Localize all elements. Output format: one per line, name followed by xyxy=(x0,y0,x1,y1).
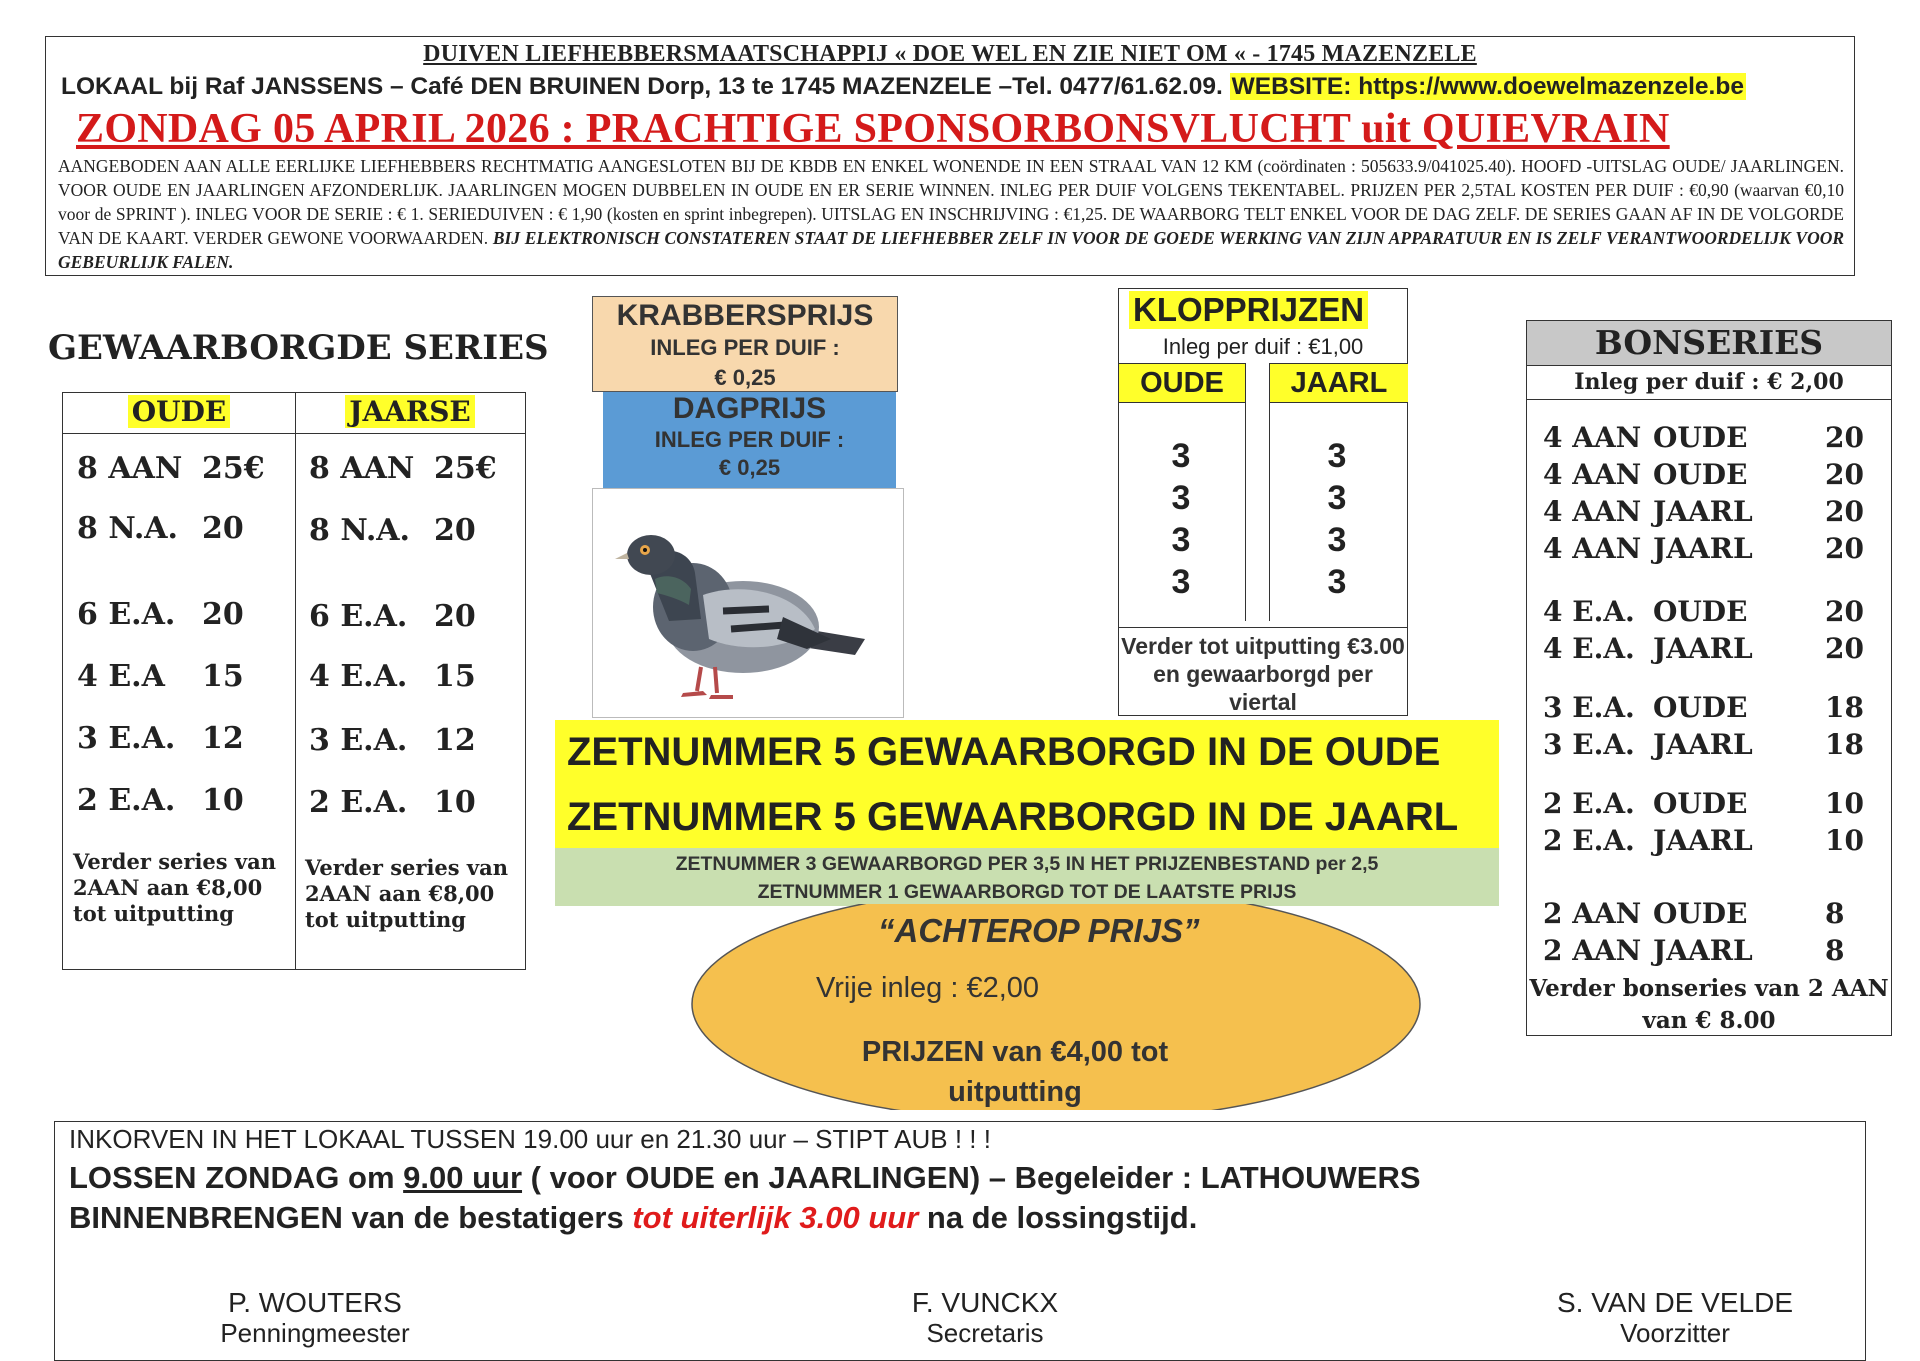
series-row-label: 8 N.A. xyxy=(77,511,178,546)
klopprijzen-title: KLOPPRIJZEN xyxy=(1129,291,1368,329)
klopprijs-jaarl-value: 3 xyxy=(1327,437,1347,475)
series-header-oude xyxy=(63,393,295,434)
series-title: GEWAARBORGDE SERIES xyxy=(48,328,549,368)
klopprijs-oude-value: 3 xyxy=(1171,521,1191,559)
achterop-prijs xyxy=(690,904,1422,1110)
bonseries-category: JAARL xyxy=(1653,934,1753,967)
bonseries-count: 4 E.A. xyxy=(1543,632,1635,665)
footer-box xyxy=(54,1121,1866,1361)
series-row-amount: 12 xyxy=(434,723,476,758)
series-row-label: 8 N.A. xyxy=(309,513,410,548)
bonseries-amount: 20 xyxy=(1825,532,1864,565)
signature-role: Voorzitter xyxy=(1620,1318,1730,1348)
klopprijzen-box xyxy=(1118,288,1408,716)
pigeon-icon xyxy=(593,489,905,719)
bonseries-count: 2 AAN xyxy=(1543,934,1642,967)
series-row xyxy=(309,785,476,820)
series-row-amount: 25€ xyxy=(434,451,497,486)
series-note-jaarse: Verder series van 2AAN aan €8,00 tot uitputting xyxy=(305,855,509,932)
klopprijzen-note: Verder tot uitputting €3.00 en gewaarborgd per viertal xyxy=(1119,627,1407,716)
bonseries-count: 4 AAN xyxy=(1543,458,1642,491)
series-note-oude: Verder series van 2AAN aan €8,00 tot uitputting xyxy=(73,849,277,926)
lossen-time: 9.00 uur xyxy=(403,1160,523,1195)
bonseries-box xyxy=(1526,320,1892,1036)
series-row xyxy=(309,513,476,548)
bonseries-row xyxy=(1543,532,1864,565)
series-row-label: 8 AAN xyxy=(309,451,415,486)
klopprijs-oude-value: 3 xyxy=(1171,479,1191,517)
bonseries-amount: 18 xyxy=(1825,728,1864,761)
series-row xyxy=(77,597,244,632)
lossen-begeleider: ( voor OUDE en JAARLINGEN) – Begeleider : LATHOUWERS xyxy=(522,1160,1421,1195)
bonseries-category: OUDE xyxy=(1653,691,1748,724)
bonseries-category: JAARL xyxy=(1653,728,1753,761)
klopprijzen-inleg: Inleg per duif : €1,00 xyxy=(1162,334,1364,359)
bonseries-row xyxy=(1543,421,1864,454)
dagprijs-box xyxy=(603,392,896,488)
flight-title: ZONDAG 05 APRIL 2026 : PRACHTIGE SPONSORBONSVLUCHT uit QUIEVRAIN xyxy=(76,106,1670,152)
bonseries-category: OUDE xyxy=(1653,897,1748,930)
bonseries-row xyxy=(1543,495,1864,528)
bonseries-row xyxy=(1543,728,1864,761)
binnenbrengen-deadline: tot uiterlijk 3.00 uur xyxy=(632,1200,919,1235)
series-row-amount: 25€ xyxy=(202,451,265,486)
signature-voorzitter xyxy=(1525,1288,1825,1348)
series-row xyxy=(77,511,244,546)
signature-name: P. WOUTERS xyxy=(228,1287,402,1318)
series-row-label: 4 E.A. xyxy=(309,659,408,694)
series-row-label: 2 E.A. xyxy=(309,785,408,820)
bonseries-count: 3 E.A. xyxy=(1543,691,1635,724)
krabbersprijs-inleg: INLEG PER DUIF : xyxy=(650,335,840,360)
rules-text: AANGEBODEN AAN ALLE EERLIJKE LIEFHEBBERS RECHTMATIG AANGESLOTEN BIJ DE KBDB EN ENKEL WONENDE IN EEN STRAAL VAN 12 KM (coördinaten : 505633.9/041025.40). HOOFD -UITSLAG OUDE/ JAARLINGEN. VOOR OUDE EN JAARLINGEN AFZONDERLIJK. JAARLINGEN MOGEN DUBBELEN IN OUDE EN ER SERIE WINNEN. INLEG PER DUIF VOLGENS TEKENTABEL. PRIJZEN PER 2,5TAL KOSTEN PER DUIF : €0,90 (waarvan €0,10 voor de SPRINT ). INLEG VOOR DE SERIE : € 1. SERIEDUIVEN : € 1,90 (kosten en sprint inbegrepen). UITSLAG EN INSCHRIJVING : €1,25. DE WAARBORG TELT ENKEL VOOR DE DAG ZELF. DE SERIES GAAN AF IN DE VOLGORDE VAN DE KAART. VERDER GEWONE VOORWAARDEN. xyxy=(58,156,1844,248)
series-row xyxy=(309,451,497,486)
achterop-inleg: Vrije inleg : €2,00 xyxy=(816,972,1040,1004)
series-column-jaarse xyxy=(295,393,525,969)
bonseries-amount: 20 xyxy=(1825,632,1864,665)
klopprijzen-header-oude: OUDE xyxy=(1119,363,1246,403)
series-row-amount: 20 xyxy=(202,511,244,546)
bonseries-amount: 10 xyxy=(1825,787,1864,820)
series-row-label: 8 AAN xyxy=(77,451,183,486)
bonseries-row xyxy=(1543,824,1864,857)
signature-penningmeester xyxy=(175,1288,455,1348)
inkorven-info: INKORVEN IN HET LOKAAL TUSSEN 19.00 uur en 21.30 uur – STIPT AUB ! ! ! xyxy=(69,1124,991,1154)
series-row-amount: 15 xyxy=(434,659,476,694)
binnenbrengen-tail: na de lossingstijd. xyxy=(918,1200,1198,1235)
zetnummer-1-note: ZETNUMMER 1 GEWAARBORGD TOT DE LAATSTE PRIJS xyxy=(757,881,1297,903)
zetnummer-notes xyxy=(555,848,1499,906)
klopprijs-jaarl-value: 3 xyxy=(1327,521,1347,559)
bonseries-row xyxy=(1543,934,1845,967)
club-address xyxy=(61,73,1746,101)
signature-role: Secretaris xyxy=(926,1318,1044,1348)
bonseries-category: JAARL xyxy=(1653,495,1753,528)
club-website[interactable]: WEBSITE: https://www.doewelmazenzele.be xyxy=(1231,73,1744,100)
bonseries-amount: 20 xyxy=(1825,458,1864,491)
achterop-prijzen: PRIJZEN van €4,00 tot uitputting xyxy=(861,1036,1169,1108)
lossen-text: LOSSEN ZONDAG om xyxy=(69,1160,404,1195)
club-contact: LOKAAL bij Raf JANSSENS – Café DEN BRUINEN Dorp, 13 te 1745 MAZENZELE –Tel. 0477/61.62.09. xyxy=(61,73,1223,100)
klopprijs-oude-value: 3 xyxy=(1171,563,1191,601)
bonseries-count: 4 AAN xyxy=(1543,421,1642,454)
klopprijs-jaarl-value: 3 xyxy=(1327,479,1347,517)
dagprijs-inleg: INLEG PER DUIF : xyxy=(654,427,845,452)
bonseries-count: 2 E.A. xyxy=(1543,787,1635,820)
bonseries-note: Verder bonseries van 2 AAN van € 8.00 xyxy=(1529,975,1889,1034)
bonseries-row xyxy=(1543,632,1864,665)
series-row-label: 3 E.A. xyxy=(309,723,408,758)
bonseries-category: JAARL xyxy=(1653,532,1753,565)
bonseries-row xyxy=(1543,691,1864,724)
bonseries-amount: 20 xyxy=(1825,421,1864,454)
series-row xyxy=(77,783,244,818)
series-row xyxy=(77,721,244,756)
bonseries-count: 3 E.A. xyxy=(1543,728,1635,761)
bonseries-count: 4 AAN xyxy=(1543,532,1642,565)
bonseries-category: JAARL xyxy=(1653,632,1753,665)
bonseries-amount: 10 xyxy=(1825,824,1864,857)
series-row-amount: 12 xyxy=(202,721,244,756)
klopprijs-jaarl-value: 3 xyxy=(1327,563,1347,601)
header-box xyxy=(45,36,1855,276)
bonseries-count: 4 E.A. xyxy=(1543,595,1635,628)
series-table xyxy=(62,392,526,970)
series-header-jaarse-label: JAARSE xyxy=(345,395,475,428)
bonseries-category: OUDE xyxy=(1653,787,1748,820)
bonseries-row xyxy=(1543,595,1864,628)
series-row-label: 3 E.A. xyxy=(77,721,176,756)
zetnummer-box xyxy=(555,720,1499,906)
series-row xyxy=(309,659,476,694)
krabbersprijs-box xyxy=(592,296,898,392)
series-header-jaarse xyxy=(295,393,525,434)
series-row-amount: 20 xyxy=(202,597,244,632)
series-row-label: 6 E.A. xyxy=(77,597,176,632)
series-row xyxy=(309,599,476,634)
lossen-info xyxy=(69,1160,1421,1196)
klopprijs-oude-value: 3 xyxy=(1171,437,1191,475)
bonseries-amount: 8 xyxy=(1825,897,1845,930)
bonseries-count: 4 AAN xyxy=(1543,495,1642,528)
series-column-oude xyxy=(63,393,296,969)
divider xyxy=(1245,401,1246,621)
bonseries-amount: 18 xyxy=(1825,691,1864,724)
bonseries-title: BONSERIES xyxy=(1527,321,1891,366)
dagprijs-amount: € 0,25 xyxy=(718,455,781,480)
pigeon-image-frame xyxy=(592,488,904,718)
klopprijzen-header-jaarl: JAARL xyxy=(1269,363,1408,403)
bonseries-category: OUDE xyxy=(1653,595,1748,628)
series-row-amount: 10 xyxy=(202,783,244,818)
series-row xyxy=(77,451,265,486)
dagprijs-title: DAGPRIJS xyxy=(672,392,827,425)
bonseries-category: OUDE xyxy=(1653,421,1748,454)
signature-name: S. VAN DE VELDE xyxy=(1556,1287,1793,1318)
series-row-label: 4 E.A xyxy=(77,659,165,694)
signature-secretaris xyxy=(855,1288,1115,1348)
bonseries-amount: 8 xyxy=(1825,934,1845,967)
zetnummer-jaarl: ZETNUMMER 5 GEWAARBORGD IN DE JAARL xyxy=(555,784,1499,848)
bonseries-amount: 20 xyxy=(1825,495,1864,528)
binnenbrengen-info xyxy=(69,1200,1197,1236)
series-row-amount: 15 xyxy=(202,659,244,694)
bonseries-row xyxy=(1543,458,1864,491)
bonseries-amount: 20 xyxy=(1825,595,1864,628)
series-row-label: 6 E.A. xyxy=(309,599,408,634)
zetnummer-3-note: ZETNUMMER 3 GEWAARBORGD PER 3,5 IN HET PRIJZENBESTAND per 2,5 xyxy=(675,853,1379,875)
bonseries-category: OUDE xyxy=(1653,458,1748,491)
bonseries-category: JAARL xyxy=(1653,824,1753,857)
series-row-amount: 20 xyxy=(434,599,476,634)
bonseries-count: 2 E.A. xyxy=(1543,824,1635,857)
signature-name: F. VUNCKX xyxy=(911,1287,1059,1318)
rules-italic: BIJ ELEKTRONISCH CONSTATEREN STAAT DE LIEFHEBBER ZELF IN VOOR DE GOEDE WERKING VAN ZIJN APPARATUUR EN IS ZELF VERANTWOORDELIJK VOOR GEBEURLIJK FALEN. xyxy=(58,228,1845,272)
series-header-oude-label: OUDE xyxy=(128,395,230,428)
series-row xyxy=(77,659,244,694)
bonseries-row xyxy=(1543,897,1845,930)
series-row-amount: 10 xyxy=(434,785,476,820)
series-row-amount: 20 xyxy=(434,513,476,548)
achterop-title: “ACHTEROP PRIJS” xyxy=(878,912,1200,949)
club-name: DUIVEN LIEFHEBBERSMAATSCHAPPIJ « DOE WEL EN ZIE NIET OM « - 1745 MAZENZELE xyxy=(423,41,1477,67)
krabbersprijs-amount: € 0,25 xyxy=(714,365,776,390)
binnenbrengen-text: BINNENBRENGEN van de bestatigers xyxy=(69,1200,633,1235)
bonseries-inleg: Inleg per duif : € 2,00 xyxy=(1527,365,1891,400)
series-row-label: 2 E.A. xyxy=(77,783,176,818)
bonseries-row xyxy=(1543,787,1864,820)
divider xyxy=(1269,401,1270,621)
signature-role: Penningmeester xyxy=(220,1318,410,1348)
zetnummer-oude: ZETNUMMER 5 GEWAARBORGD IN DE OUDE xyxy=(555,720,1499,784)
bonseries-count: 2 AAN xyxy=(1543,897,1642,930)
series-row xyxy=(309,723,476,758)
krabbersprijs-title: KRABBERSPRIJS xyxy=(616,299,874,332)
flight-rules xyxy=(58,154,1844,274)
